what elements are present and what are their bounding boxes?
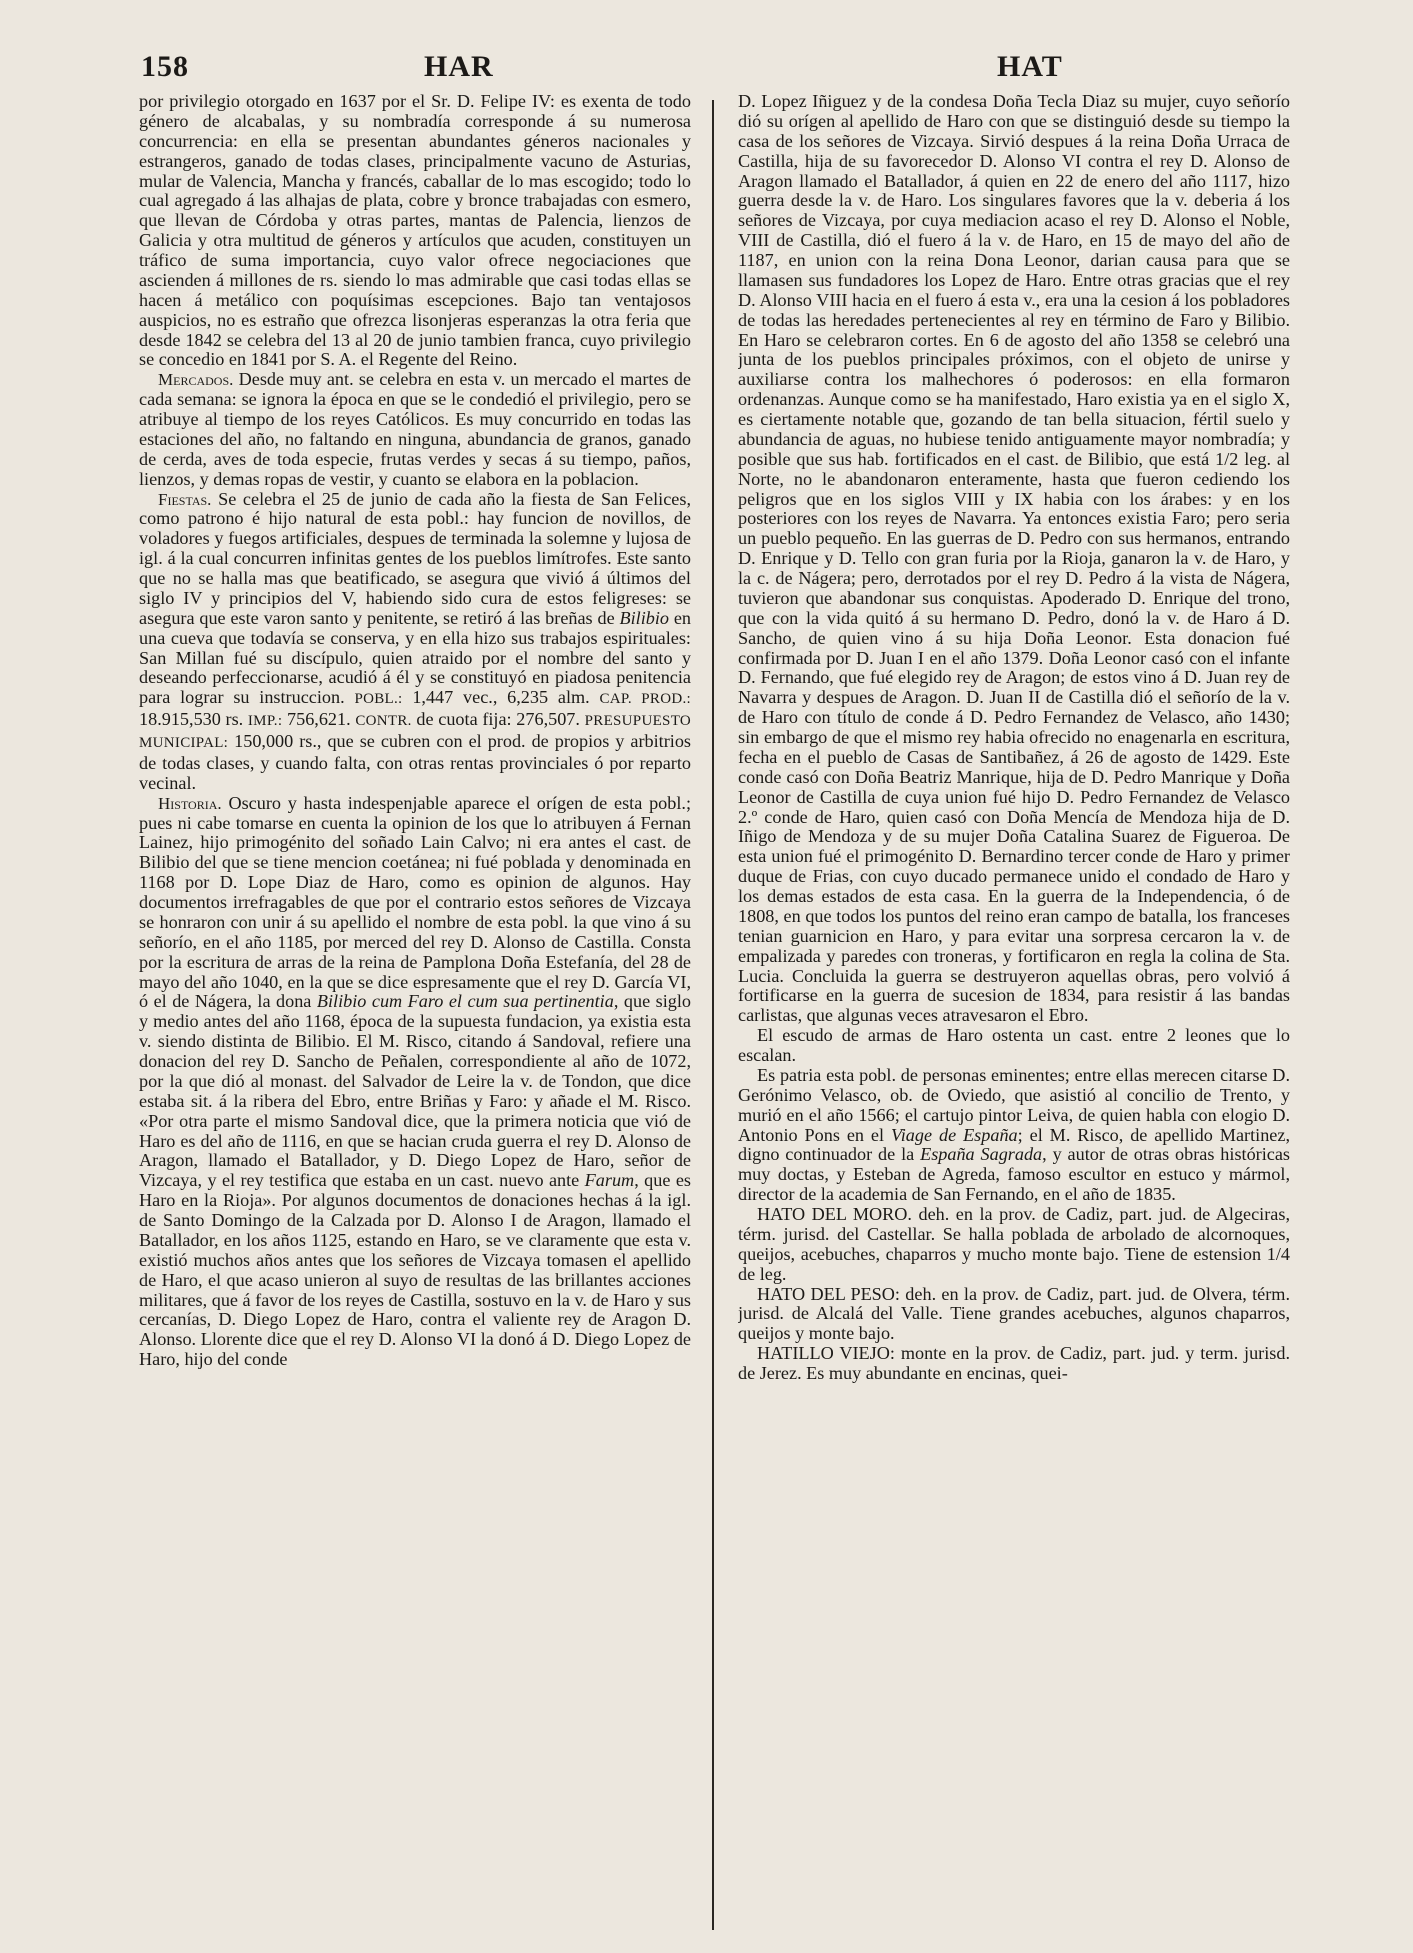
presupuesto-label: PRESUPUESTO MUNICIPAL: <box>139 713 691 751</box>
entry-headword: HATILLO VIEJO: <box>757 1343 895 1364</box>
fair-paragraph: por privilegio otorgado en 1637 por el Sr. D. Felipe IV: es exenta de todo género de alcabalas, y su nombradía corresponde á su numerosa concurrencia: en ella se presentan abundantes géneros nacionales y estrangeros, ganado de todas clases, principalmente vacuno de Asturias, mular de Valencia, Mancha y francés, caballar de lo mas escogido; todo lo cual agregado á las alhajas de plata, cobre y bronce trabajadas con esmero, que llevan de Córdoba y otras partes, mantas de Palencia, lienzos de Galicia y otra multitud de géneros y artículos que acuden, constituyen un tráfico de suma importancia, cuyo valor ofrece negociaciones que ascienden á millones de rs. siendo lo mas admirable que casi todas ellas se hacen á metálico con poquísimas escepciones. Bajo tan ventajosos auspicios, no es estraño que ofrezca lisonjeras esperanzas la otra feria que desde 1842 se celebra del 13 al 20 de junio tambien franca, cuyo privilegio se concedio en 1841 por S. A. el Regente del Reino. <box>139 92 691 370</box>
imp-label: IMP.: <box>247 713 283 730</box>
entry-text: monte en la prov. de Cadiz, part. jud. y term. jurisd. de Jerez. Es muy abundante en encinas, quei- <box>738 1343 1290 1383</box>
historia-paragraph <box>139 794 691 1370</box>
personas-italic-viage: Viage de España <box>890 1124 1018 1145</box>
entry-text: deh. en la prov. de Cadiz, part. jud. de Olvera, térm. jurisd. de Alcalá del Valle. Tiene grandes acebuches, algunos chaparros, queijos y monte bajo. <box>738 1283 1290 1344</box>
section-label-mercados: Mercados. <box>158 370 234 390</box>
historia-text-a: Oscuro y hasta indespenjable aparece el orígen de esta pobl.; pues ni cabe tomarse en cuenta la opinion de los que lo atribuyen á Fernan Lainez, hijo primogénito del soñado Lain Calvo; ni era antes el cast. de Bilibio del que se tiene mencion coetánea; ni fué poblada y denominada en 1168 por D. Lope Diaz de Haro, como es opinion de algunos. Hay documentos irrefragables de que por el contrario estos señores de Vizcaya se honraron con unir á su apellido el nombre de esta pobl. la que vino á su señorío, en el año 1185, por merced del rey D. Alonso de Castilla. Consta por la escritura de arras de la reina de Pamplona Doña Estefanía, del 28 de mayo del año 1040, en la que se dice espresamente que el rey D. García VI, ó el de Nágera, la dona <box>139 792 691 1012</box>
left-headword: HAR <box>424 50 494 83</box>
mercados-text: Desde muy ant. se celebra en esta v. un mercado el martes de cada semana: se ignora la época en que se le condedió el privilegio, pero se atribuye al tiempo de los reyes Católicos. Es muy concurrido en todas las estaciones del año, no faltando en ninguna, abundancia de granos, ganado de cerda, aves de toda especie, frutas verdes y secas á su tiempo, paños, lienzos, y demas ropas de vestir, y cuanto se elabora en la poblacion. <box>139 369 691 489</box>
mercados-paragraph <box>139 370 691 489</box>
entry-headword: HATO DEL MORO. <box>757 1204 912 1224</box>
section-label-historia: Historia. <box>158 793 222 813</box>
left-column <box>139 92 691 1942</box>
historia-text-c: , que siglo y medio antes del año 1168, época de la supuesta fundacion, ya existia esta v. siendo distinta de Bilibio. El M. Risco, citando á Sandoval, refiere una donacion del rey D. Sancho de Peñalen, correspondiente al año de 1072, por la que dió al monast. del Salvador de Leire la v. de Tondon, que dice estaba sit. á la ribera del Ebro, entre Briñas y Faro: y añade el M. Risco. «Por otra parte el mismo Sandoval dice, que la primera noticia que vió de Haro es del año de 1116, en que se hacian cruda guerra el rey D. Alonso de Aragon, llamado el Batallador, y D. Diego Lopez de Haro, señor de Vizcaya, y el rey testifica que estaba en un cast. nuevo ante <box>139 991 691 1191</box>
page-number: 158 <box>141 50 189 83</box>
presupuesto-value: 150,000 rs., que se cubren con el prod. de propios y arbitrios de todas clases, y cuando falta, con otras rentas provinciales ó por reparto vecinal. <box>139 731 691 793</box>
cap-prod-value: 18.915,530 rs. <box>139 709 248 730</box>
historia-continued: D. Lopez Iñiguez y de la condesa Doña Tecla Diaz su mujer, cuyo señorío dió su orígen al apellido de Haro con que se distinguió desde su tiempo la casa de los señores de Vizcaya. Sirvió despues á la reina Doña Urraca de Castilla, hija de su favorecedor D. Alonso VI contra el rey D. Alonso de Aragon llamado el Batallador, á quien en 22 de enero del año 1117, hizo guerra desde la v. de Haro. Los singulares favores que la v. deberia á los señores de Vizcaya, por cuya mediacion acaso el rey D. Alonso el Noble, VIII de Castilla, dió el fuero á la v. de Haro, en 15 de mayo del año de 1187, en union con la reina Dona Leonor, darian causa para que se llamasen sus fundadores los Lopez de Haro. Entre otras gracias que el rey D. Alonso VIII hacia en el fuero á esta v., era una la cesion á los pobladores de todas las heredades pertenecientes al rey en término de Faro y Bilibio. En Haro se celebraron cortes. En 6 de agosto del año 1358 se celebró una junta de los pueblos principales próximos, con el objeto de unirse y auxiliarse contra los malhechores ó poderosos: en ella formaron ordenanzas. Aunque como se ha manifestado, Haro existia ya en el siglo X, es ciertamente notable que, gozando de tan bella situacion, fértil suelo y abundancia de aguas, no hubiese tenido antiguamente mayor nombradía; y posible que sus hab. fortificados en el cast. de Bilibio, que está 1/2 leg. al Norte, no le abandonaron enteramente, hasta que fueron cediendo los peligros que en los siglos VIII y IX habia con los árabes: y en los posteriores con los reyes de Navarra. Ya entonces existia Faro; pero seria un pueblo pequeño. En las guerras de D. Pedro con sus hermanos, entrando D. Enrique y D. Tello con gran furia por la Rioja, ganaron la v. de Haro, y la c. de Nágera; pero, derrotados por el rey D. Pedro á la vista de Nágera, tuvieron que abandonar sus conquistas. Apoderado D. Enrique del trono, que con la vida quitó á su hermano D. Pedro, donó la v. de Haro á D. Sancho, de quien vino á su hija Doña Leonor. Esta donacion fué confirmada por D. Juan I en el año 1379. Doña Leonor casó con el infante D. Fernando, que fué elegido rey de Aragon; de estos vino á D. Juan rey de Navarra y despues de Aragon. D. Juan II de Castilla dió el señorío de la v. de Haro con título de conde á D. Pedro Fernandez de Velasco, año 1430; sin embargo de que el mismo rey habia ofrecido no enagenarla en escritura, fecha en el pueblo de Casas de Santibañez, á 26 de agosto de 1429. Este conde casó con Doña Beatriz Manrique, hija de D. Pedro Manrique y Doña Leonor de Castilla de cuya union fué hijo D. Pedro Fernandez de Velasco 2.º conde de Haro, quien casó con Doña Mencía de Mendoza hija de D. Iñigo de Mendoza y de su mujer Doña Catalina Suarez de Figueroa. De esta union fué el primogénito D. Bernardino tercer conde de Haro y primer duque de Frias, con cuyo ducado permanece unido el condado de Haro y los demas estados de esta casa. En la guerra de la Independencia, ó de 1808, en que todos los puntos del reino eran campo de batalla, los franceses tenian guarnicion en Haro, y para evitar una sorpresa cercaron la v. de empalizada y paredes con troneras, y fortificaron en regla la colina de Sta. Lucia. Concluida la guerra se destruyeron aquellas obras, pero volvió á fortificarse en la guerra de sucesion de 1834, para resistir á las bandas carlistas, que algunas veces atravesaron el Ebro. <box>738 92 1290 1026</box>
personas-text-e: , y autor de otras obras históricas muy doctas, y Esteban de Agreda, famoso escultor en estuco y mármol, director de la academia de San Fernando, en el año de 1835. <box>738 1144 1290 1205</box>
cap-prod-label: CAP. PROD.: <box>599 691 691 708</box>
right-headword: HAT <box>997 50 1063 83</box>
contr-label: CONTR. <box>355 713 412 730</box>
historia-text-e: , que es Haro en la Rioja». Por algunos documentos de donaciones hechas á la igl. de Santo Domingo de la Calzada por D. Alonso I de Aragon, llamado el Batallador, en los años 1125, estando en Haro, se ve claramente que esta v. existió muchos años antes que los señores de Vizcaya tomasen el apellido de Haro, el que acaso unieron al suyo de resultas de las brillantes acciones militares, que á favor de los reyes de Castilla, sostuvo en la v. de Haro y sus cercanías, D. Diego Lopez de Haro, contra el valiente rey de Aragon D. Alonso. Llorente dice que el rey D. Alonso VI la donó á D. Diego Lopez de Haro, hijo del conde <box>139 1170 691 1370</box>
section-label-fiestas: Fiestas. <box>158 489 212 509</box>
escudo-paragraph: El escudo de armas de Haro ostenta un cast. entre 2 leones que lo escalan. <box>738 1025 1290 1065</box>
fiestas-paragraph <box>139 490 691 794</box>
contr-value: de cuota fija: 276,507. <box>411 709 585 730</box>
personas-text-a: Es patria esta pobl. de personas eminentes; entre ellas merecen citarse D. Gerónimo Velasco, ob. de Oviedo, que asistió al concilio de Trento, y murió en el año 1566; el cartujo pintor Leiva, de quien habla con elogio D. Antonio Pons en el <box>738 1064 1290 1145</box>
pobl-value: 1,447 vec., 6,235 alm. <box>402 687 600 708</box>
personas-italic-espana-sagrada: España Sagrada <box>920 1144 1043 1165</box>
entry-hato-del-moro <box>738 1205 1290 1285</box>
imp-value: 756,621. <box>282 709 356 730</box>
historia-italic-quote: Bilibio cum Faro el cum sua pertinentia <box>316 991 614 1012</box>
personas-text-c: ; el M. Risco, de apellido Martinez, digno continuador de la <box>738 1124 1290 1165</box>
entry-text: deh. en la prov. de Cadiz, part. jud. de Algeciras, térm. jurisd. del Castellar. Se halla poblada de arbolado de alcornoques, queijos, acebuches, chaparros y mucho monte bajo. Tiene de estension 1/4 de leg. <box>738 1204 1290 1284</box>
fiestas-italic-bilibio: Bilibio <box>619 607 669 628</box>
fiestas-text-a: Se celebra el 25 de junio de cada año la fiesta de San Felices, como patrono é hijo natural de esta pobl.: hay funcion de novillos, de voladores y fuegos artificiales, despues de terminada la solemne y lujosa de igl. á la cual concurren infinitas gentes de los pueblos limítrofes. Este santo que no se halla mas que beatificado, se asegura que vivió á últimos del siglo IV y principios del V, habiendo sido cura de estos feligreses: se asegura que este varon santo y penitente, se retiró á las breñas de <box>139 488 691 628</box>
historia-italic-farum: Farum <box>584 1170 635 1191</box>
entry-hatillo-viejo <box>738 1344 1290 1384</box>
personas-paragraph <box>738 1066 1290 1205</box>
entry-headword: HATO DEL PESO: <box>757 1283 900 1304</box>
entry-hato-del-peso <box>738 1285 1290 1345</box>
column-divider <box>712 100 714 1930</box>
pobl-label: POBL.: <box>354 691 403 708</box>
right-column <box>738 92 1290 1942</box>
fiestas-text-c: en una cueva que todavía se conserva, y en ella hizo sus trabajos espirituales: San Millan fué su discípulo, quien atraido por el nombre del santo y deseando perfeccionarse, acudió á él y se constituyó en piadosa penitencia para lograr su instruccion. <box>139 607 691 708</box>
